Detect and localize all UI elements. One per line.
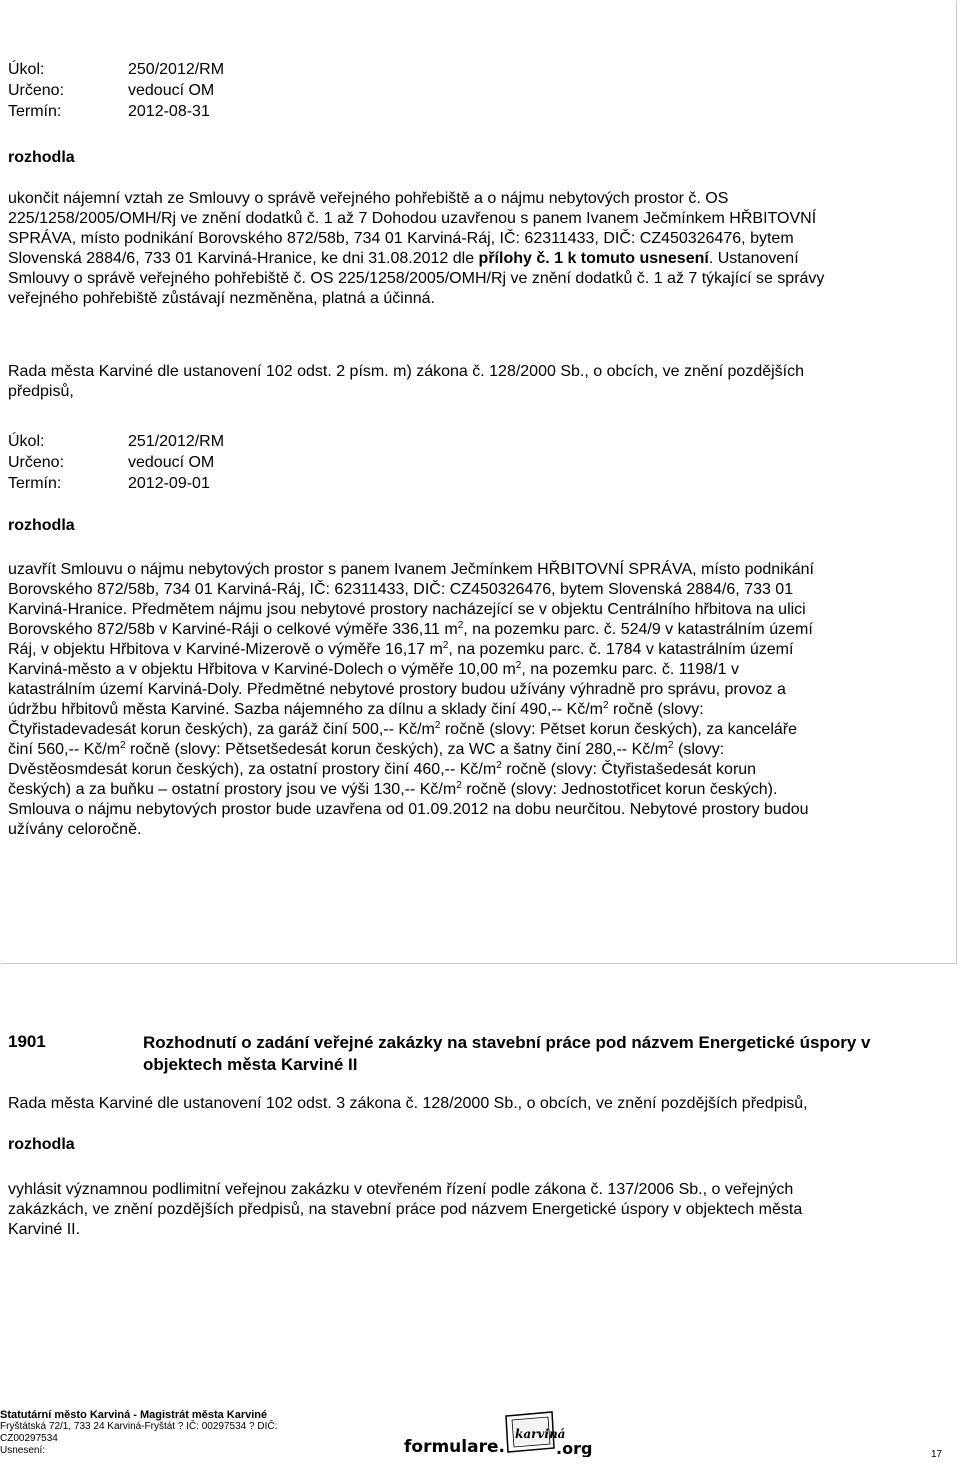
- text-span: (slovy:: [673, 741, 725, 758]
- page-number: 17: [931, 1449, 943, 1460]
- superscript: 2: [496, 760, 502, 771]
- task-value: vedoucí OM: [128, 82, 215, 99]
- resolution-text-1901: [8, 1180, 948, 1240]
- text-span: ročně (slovy:: [608, 701, 704, 718]
- superscript: 2: [515, 660, 522, 671]
- item-number: 1901: [8, 1032, 46, 1051]
- task-key: Termín:: [8, 475, 62, 492]
- text-line: [8, 740, 948, 760]
- item-title: Rozhodnutí o zadání veřejné zakázky na stavební práce pod názvem Energetické úspory v objektech města Karviné II: [143, 1033, 871, 1074]
- text-line: Smlouvy o správě veřejného pohřebiště č. OS 225/1258/2005/OMH/Rj ve znění dodatků č. 1 až 7 týkající se správy: [8, 270, 825, 287]
- logo-text-left: formulare.: [404, 1437, 505, 1457]
- decision-label: rozhodla: [8, 517, 75, 534]
- superscript: 2: [442, 640, 449, 651]
- text-line: [8, 720, 948, 740]
- text-span: údržbu hřbitovů města Karviné. Sazba nájemného za dílnu a sklady činí 490,-- Kč/m: [8, 701, 603, 718]
- resolution-text-250: [8, 189, 948, 309]
- rada-preamble-1: [8, 362, 948, 402]
- superscript: 2: [434, 720, 441, 731]
- text-line: zakázkách, ve znění pozdějších předpisů, na stavební práce pod názvem Energetické úspory v objektech města: [8, 1201, 803, 1218]
- text-span: českých) a za buňku – ostatní prostory jsou ve výši 130,-- Kč/m: [8, 781, 457, 798]
- decision-label: rozhodla: [8, 1136, 75, 1153]
- text-line: Karviná-Hranice. Předmětem nájmu jsou nebytové prostory nacházející se v objektu Centrálního hřbitova na ulici: [8, 601, 806, 618]
- text-line: Rada města Karviné dle ustanovení 102 odst. 2 písm. m) zákona č. 128/2000 Sb., o obcích, ve znění pozdějších: [8, 363, 805, 380]
- text-span: , na pozemku parc. č. 1198/1 v: [521, 661, 739, 678]
- superscript: 2: [602, 700, 609, 711]
- footer-org: Statutární město Karviná - Magistrát města Karviné: [0, 1409, 268, 1421]
- task-row: [8, 474, 224, 495]
- task-info-251: [8, 432, 224, 495]
- text-line: vyhlásit významnou podlimitní veřejnou zakázku v otevřeném řízení podle zákona č. 137/2006 Sb., o veřejných: [8, 1181, 794, 1198]
- text-span: ročně (slovy: Pětsetšedesát korun českých), za WC a šatny činí 280,-- Kč/m: [125, 741, 669, 758]
- task-row: [8, 81, 224, 102]
- resolution-text-251: [8, 560, 948, 840]
- text-line: [8, 640, 948, 660]
- text-line: užívány celoročně.: [8, 821, 142, 838]
- task-value: 2012-08-31: [128, 103, 210, 120]
- task-key: Určeno:: [8, 454, 65, 471]
- rada-preamble-2: Rada města Karviné dle ustanovení 102 odst. 3 zákona č. 128/2000 Sb., o obcích, ve znění pozdějších předpisů,: [8, 1095, 808, 1112]
- footer-dic: CZ00297534: [0, 1433, 58, 1444]
- task-key: Určeno:: [8, 82, 65, 99]
- text-span: ročně (slovy: Pětset korun českých), za kanceláře: [440, 721, 797, 738]
- text-span: Dvěstěosmdesát korun českých), za ostatní prostory činí 460,-- Kč/m: [8, 761, 497, 778]
- footer-usneseni: Usnesení:: [0, 1445, 46, 1456]
- text-span: činí 560,-- Kč/m: [8, 741, 121, 758]
- text-line: Borovského 872/58b, 734 01 Karviná-Ráj, IČ: 62311433, DIČ: CZ450326476, bytem Slovenská 2884/6, 733 01: [8, 581, 794, 598]
- footer-address: Fryštátská 72/1, 733 24 Karviná-Fryštát ? IČ: 00297534 ? DIČ:: [0, 1421, 278, 1432]
- text-line: 225/1258/2005/OMH/Rj ve znění dodatků č. 1 až 7 Dohodou uzavřenou s panem Ivanem Ječmínkem HŘBITOVNÍ: [8, 210, 817, 227]
- task-value: vedoucí OM: [128, 454, 215, 471]
- superscript: 2: [456, 780, 462, 791]
- task-key: Úkol:: [8, 433, 45, 450]
- text-line: [8, 700, 948, 720]
- text-span: ročně (slovy: Čtyřistašedesát korun: [501, 761, 757, 778]
- text-span: Karviná-město a v objektu Hřbitova v Karviné-Dolech o výměře 10,00 m: [8, 661, 516, 678]
- task-value: 250/2012/RM: [128, 61, 225, 78]
- text-span: . Ustanovení: [708, 250, 799, 267]
- text-line: [8, 660, 948, 680]
- task-row: [8, 432, 224, 453]
- text-line: předpisů,: [8, 383, 74, 400]
- task-value: 2012-09-01: [128, 475, 210, 492]
- text-line: [8, 620, 948, 640]
- text-span: Slovenská 2884/6, 733 01 Karviná-Hranice, ke dni 31.08.2012 dle: [8, 250, 479, 267]
- superscript: 2: [457, 620, 464, 631]
- text-line: uzavřít Smlouvu o nájmu nebytových prostor s panem Ivanem Ječmínkem HŘBITOVNÍ SPRÁVA, místo podnikání: [8, 561, 814, 578]
- task-key: Termín:: [8, 103, 62, 120]
- text-line: [8, 760, 948, 780]
- task-row: [8, 102, 224, 123]
- logo-text-right: .org: [556, 1439, 593, 1457]
- task-info-250: [8, 60, 224, 123]
- logo-text-mid: karviná: [515, 1427, 566, 1441]
- task-key: Úkol:: [8, 61, 45, 78]
- text-line: [8, 249, 948, 269]
- text-span: , na pozemku parc. č. 524/9 v katastrálním území: [463, 621, 813, 638]
- text-line: Karviné II.: [8, 1221, 81, 1238]
- task-row: [8, 60, 224, 81]
- superscript: 2: [120, 740, 126, 751]
- text-span: ročně (slovy: Jednostotřicet korun českých).: [461, 781, 778, 798]
- superscript: 2: [668, 740, 674, 751]
- text-line: veřejného pohřebiště zůstávají nezměněna, platná a účinná.: [8, 290, 435, 307]
- task-row: [8, 453, 224, 474]
- decision-label: rozhodla: [8, 149, 75, 166]
- text-span: Ráj, v objektu Hřbitova v Karviné-Mizerově o výměře 16,17 m: [8, 641, 443, 658]
- text-line: SPRÁVA, místo podnikání Borovského 872/58b, 734 01 Karviná-Ráj, IČ: 62311433, DIČ: CZ450326476, bytem: [8, 230, 794, 247]
- text-line: Smlouva o nájmu nebytových prostor bude uzavřena od 01.09.2012 na dobu neurčitou. Nebytové prostory budou: [8, 801, 809, 818]
- formulare-logo: [402, 1408, 612, 1457]
- text-span: , na pozemku parc. č. 1784 v katastrálním území: [448, 641, 794, 658]
- task-value: 251/2012/RM: [128, 433, 225, 450]
- text-span: Borovského 872/58b v Karviné-Ráji o celkové výměře 336,11 m: [8, 621, 458, 638]
- footer-info: [0, 1409, 277, 1457]
- text-line: ukončit nájemní vztah ze Smlouvy o správě veřejného pohřebiště a o nájmu nebytových prostor č. OS: [8, 190, 729, 207]
- text-line: [8, 780, 948, 800]
- attachment-reference: přílohy č. 1 k tomuto usnesení: [478, 250, 709, 267]
- text-span: Čtyřistadevadesát korun českých), za garáž činí 500,-- Kč/m: [8, 721, 435, 738]
- text-line: katastrálním území Karviná-Doly. Předmětné nebytové prostory budou užívány výhradně pro správu, provoz a: [8, 681, 786, 698]
